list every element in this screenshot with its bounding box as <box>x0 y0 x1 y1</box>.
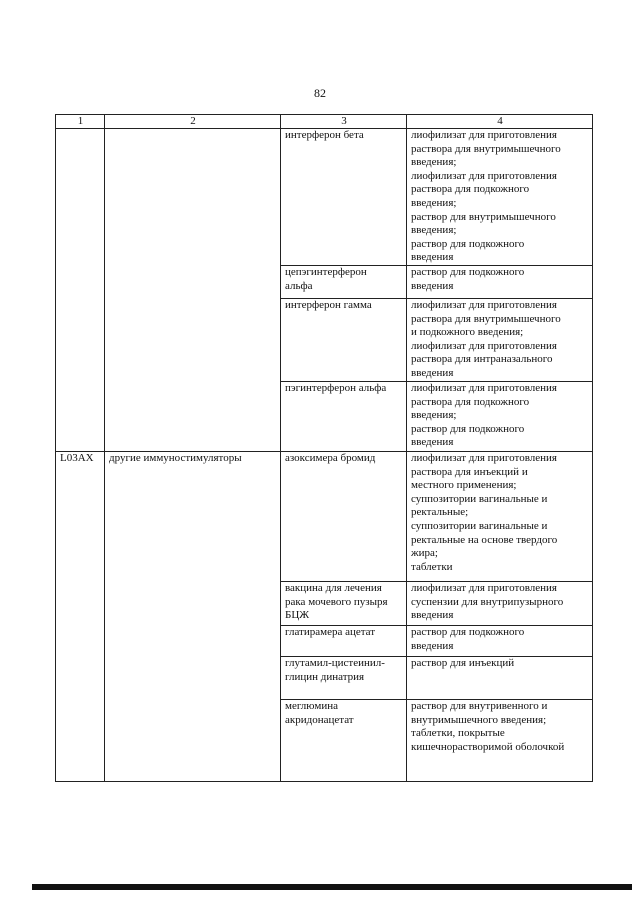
drug-table <box>55 114 593 782</box>
forms-cell: лиофилизат для приготовления суспензии для внутрипузырного введения <box>407 582 593 626</box>
drug-cell: интерферон гамма <box>281 299 407 382</box>
forms-cell: раствор для внутривенного и внутримышечного введения; таблетки, покрытые кишечнорастворимой оболочкой <box>407 700 593 782</box>
drug-cell: цепэгинтерферон альфа <box>281 266 407 299</box>
drug-cell: вакцина для лечения рака мочевого пузыря БЦЖ <box>281 582 407 626</box>
forms-cell: раствор для инъекций <box>407 657 593 700</box>
drug-cell: азоксимера бромид <box>281 452 407 582</box>
forms-cell: лиофилизат для приготовления раствора для внутримышечного и подкожного введения; лиофилизат для приготовления раствора для интраназального введения <box>407 299 593 382</box>
bottom-scan-bar <box>32 884 632 890</box>
table-header-row <box>56 115 593 129</box>
code-cell: L03AX <box>56 452 105 782</box>
drug-cell: меглюмина акридонацетат <box>281 700 407 782</box>
column-header-1: 1 <box>56 115 105 129</box>
column-header-4: 4 <box>407 115 593 129</box>
forms-cell: лиофилизат для приготовления раствора для внутримышечного введения; лиофилизат для приготовления раствора для подкожного введения; раствор для внутримышечного введения; раствор для подкожного введения <box>407 129 593 266</box>
column-header-3: 3 <box>281 115 407 129</box>
code-cell <box>56 129 105 452</box>
forms-cell: раствор для подкожного введения <box>407 266 593 299</box>
table-row <box>56 129 593 266</box>
group-cell <box>105 129 281 452</box>
drug-cell: пэгинтерферон альфа <box>281 382 407 452</box>
forms-cell: лиофилизат для приготовления раствора для подкожного введения; раствор для подкожного введения <box>407 382 593 452</box>
drug-cell: глатирамера ацетат <box>281 626 407 657</box>
page-number: 82 <box>314 86 326 100</box>
drug-cell: интерферон бета <box>281 129 407 266</box>
column-header-2: 2 <box>105 115 281 129</box>
group-cell: другие иммуностимуляторы <box>105 452 281 782</box>
forms-cell: раствор для подкожного введения <box>407 626 593 657</box>
table-row <box>56 452 593 582</box>
drug-cell: глутамил-цистеинил- глицин динатрия <box>281 657 407 700</box>
forms-cell: лиофилизат для приготовления раствора для инъекций и местного применения; суппозитории вагинальные и ректальные; суппозитории вагинальные и ректальные на основе твердого жира; таблетки <box>407 452 593 582</box>
